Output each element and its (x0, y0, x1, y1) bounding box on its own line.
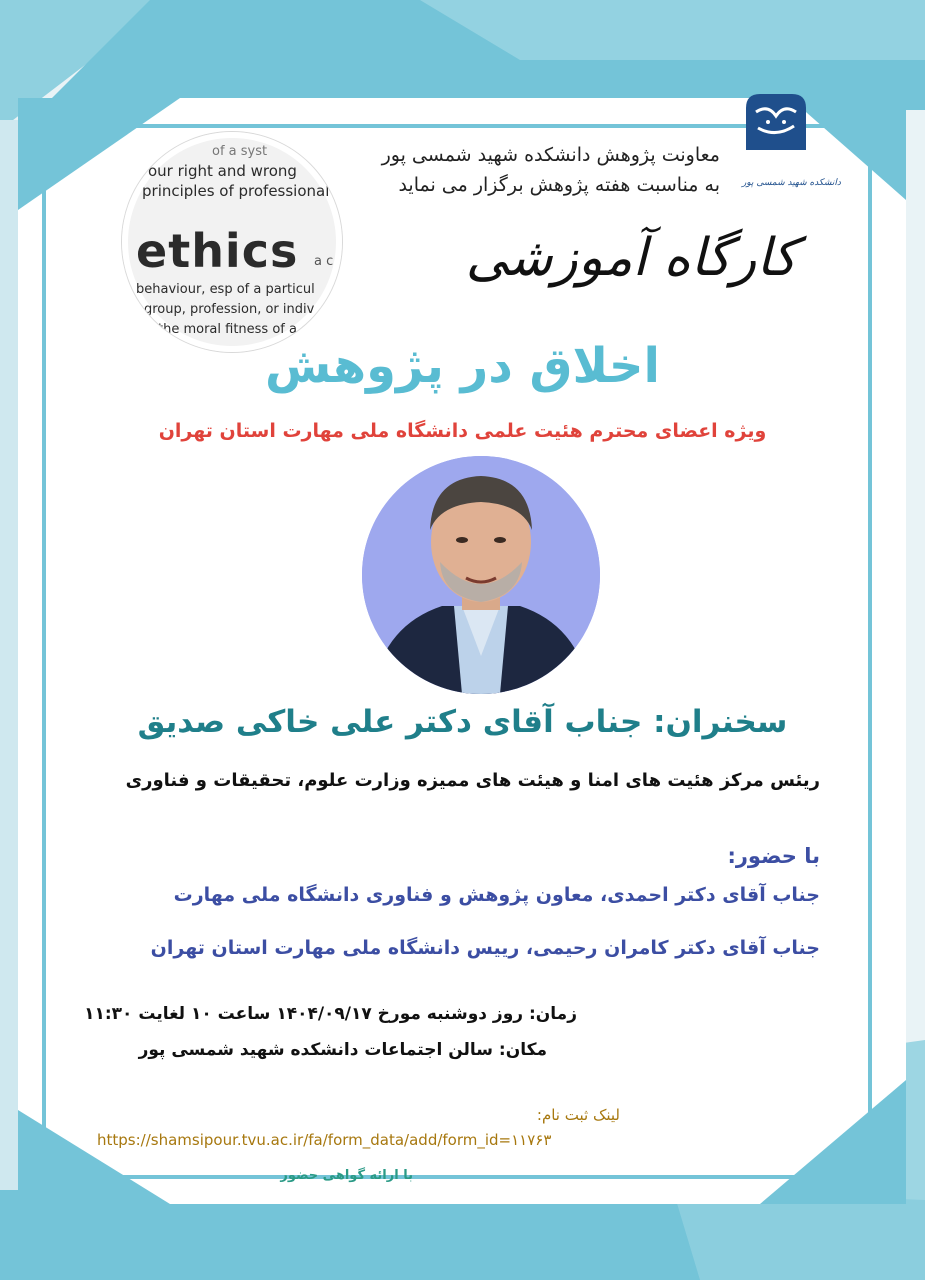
registration-label: لینک ثبت نام: (536, 1106, 620, 1124)
event-time: زمان: روز دوشنبه مورخ ۱۴۰۴/۰۹/۱۷ ساعت ۱۰ لغایت ۱۱:۳۰ (84, 1004, 577, 1024)
ethics-image-line: the moral fitness of a d (158, 322, 310, 337)
speaker-name: سخنران: جناب آقای دکتر علی خاکی صدیق (137, 704, 788, 740)
ethics-image-word: ethics (136, 224, 299, 278)
attendee-line: جناب آقای دکتر احمدی، معاون پژوهش و فناوری دانشگاه ملی مهارت (173, 884, 820, 906)
attendee-line: جناب آقای دکتر کامران رحیمی، رییس دانشگاه ملی مهارت استان تهران (150, 937, 820, 959)
organizer-line: معاونت پژوهش دانشکده شهید شمسی پور (381, 144, 720, 166)
event-title: اخلاق در پژوهش (265, 338, 660, 394)
ethics-image-line: a c (314, 254, 334, 269)
speaker-position: ریئس مرکز هئیت های امنا و هیئت های ممیزه وزارت علوم، تحقیقات و فناوری (125, 770, 820, 791)
ethics-image-line: our right and wrong (148, 162, 297, 180)
ethics-image-line: of a syst (212, 144, 268, 159)
audience-subtitle: ویژه اعضای محترم هئیت علمی دانشگاه ملی مهارت استان تهران (158, 420, 767, 442)
speaker-photo (362, 456, 600, 694)
university-logo (738, 88, 814, 166)
ethics-image-line: behaviour, esp of a particul (136, 282, 315, 297)
event-place: مکان: سالن اجتماعات دانشکده شهید شمسی پور (138, 1040, 547, 1060)
ethics-image-line: principles of professional (142, 182, 330, 200)
ethics-dictionary-image (122, 132, 342, 352)
certificate-note: با ارائه گواهی حضور (280, 1168, 413, 1183)
ethics-image-line: group, profession, or indiv (144, 302, 315, 317)
logo-caption: دانشکده شهید شمسی پور (742, 178, 841, 188)
workshop-label: کارگاه آموزشی (465, 228, 797, 288)
registration-link[interactable]: https://shamsipour.tvu.ac.ir/fa/form_data/add/form_id=۱۱۷۶۳ (97, 1131, 552, 1149)
attendance-heading: با حضور: (727, 844, 820, 868)
occasion-line: به مناسبت هفته پژوهش برگزار می نماید (398, 174, 720, 196)
